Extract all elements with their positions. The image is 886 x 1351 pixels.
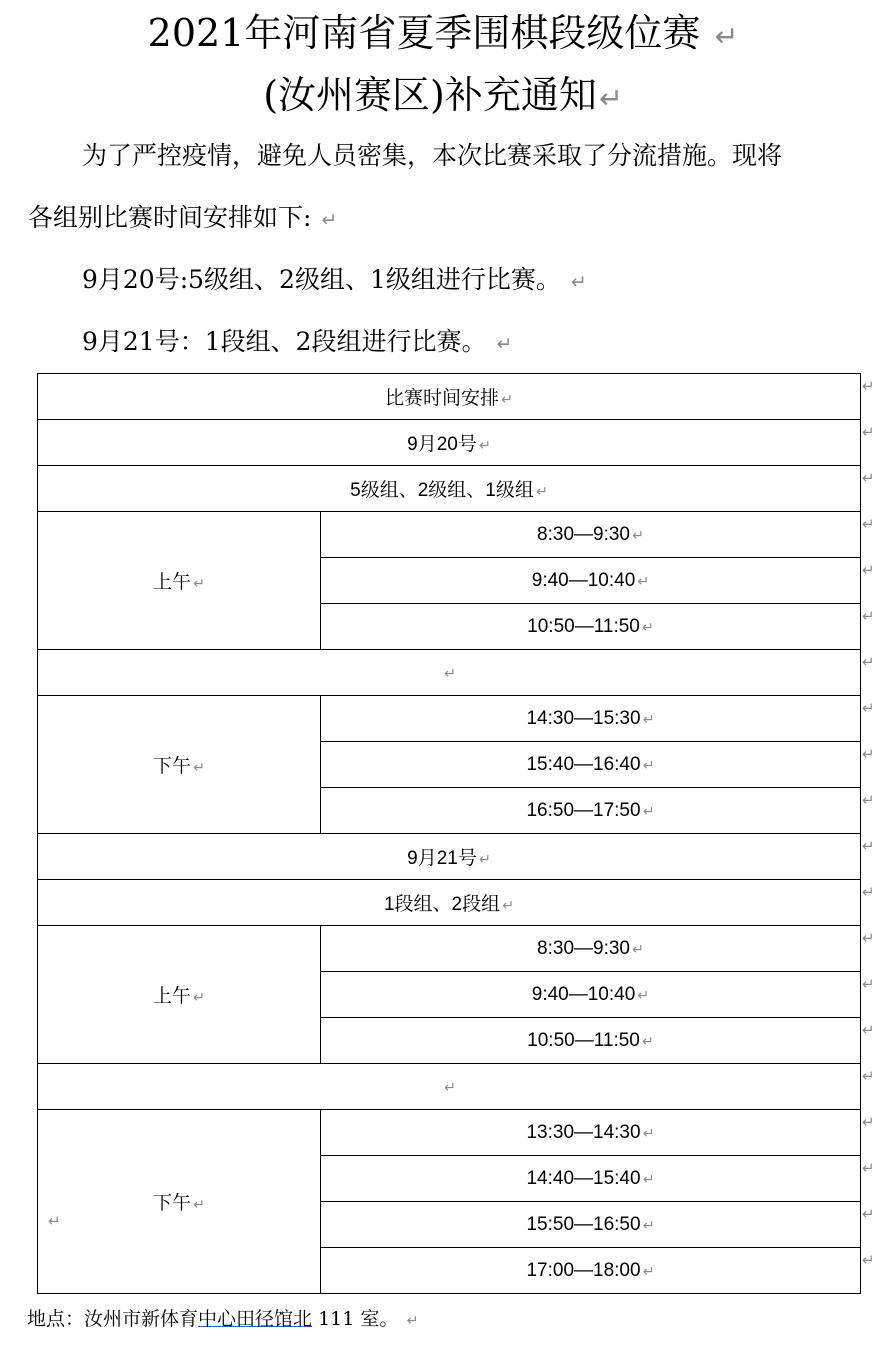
table-header-cell: 比赛时间安排 ↵: [38, 374, 861, 420]
cell-mark-icon: ↵: [632, 941, 644, 958]
cell-mark-icon: ↵: [444, 665, 456, 682]
period-label-cell: 上午 ↵: [38, 926, 321, 1064]
row-end-mark-icon: ↵: [862, 975, 875, 993]
time-slot-cell: 14:30—15:30 ↵: [321, 696, 861, 742]
table-row: [38, 374, 861, 420]
date-cell: 9月20号 ↵: [38, 420, 861, 466]
paragraph-text: 各组别比赛时间安排如下:: [28, 203, 312, 232]
row-end-mark-icon: ↵: [862, 745, 875, 763]
paragraph-text: 9月21号：1段组、2段组进行比赛。: [82, 327, 487, 356]
cell-mark-icon: ↵: [642, 1125, 655, 1142]
time-slot-cell: 8:30—9:30 ↵: [321, 512, 861, 558]
schedule-table: [37, 373, 861, 1294]
cell-mark-icon: ↵: [642, 1263, 655, 1280]
location-line: [27, 1306, 418, 1334]
cell-mark-icon: ↵: [637, 987, 650, 1004]
cell-mark-icon: ↵: [641, 1033, 654, 1050]
row-end-mark-icon: ↵: [862, 1159, 875, 1177]
row-end-mark-icon: ↵: [862, 929, 875, 947]
title-text-2: (汝州赛区)补充通知: [263, 73, 597, 117]
time-slot-cell: 10:50—11:50 ↵: [321, 1018, 861, 1064]
row-end-mark-icon: ↵: [862, 1205, 875, 1223]
cell-mark-icon: ↵: [641, 619, 654, 636]
document-title-line-2: [0, 72, 886, 122]
paragraph-mark-icon: ↵: [406, 1313, 419, 1329]
cell-mark-icon: ↵: [642, 803, 655, 820]
paragraph-mark-icon: ↵: [714, 20, 739, 53]
time-slot-cell: 17:00—18:00 ↵: [321, 1248, 861, 1294]
table-row: [38, 880, 861, 926]
row-end-mark-icon: ↵: [862, 515, 875, 533]
title-text-1: 2021年河南省夏季围棋段级位赛: [147, 11, 701, 55]
table-row: [38, 466, 861, 512]
cell-mark-icon: ↵: [502, 898, 515, 914]
document-title-line-1: [0, 10, 886, 60]
empty-cell: [38, 1064, 861, 1110]
time-slot-cell: 9:40—10:40 ↵: [321, 972, 861, 1018]
time-slot-cell: 16:50—17:50 ↵: [321, 788, 861, 834]
table-row: [38, 834, 861, 880]
cell-mark-icon: ↵: [637, 573, 650, 590]
row-end-mark-icon: ↵: [862, 699, 875, 717]
cell-mark-icon: ↵: [478, 438, 491, 454]
table-row: [38, 696, 861, 742]
paragraph-text: 为了严控疫情，避免人员密集，本次比赛采取了分流措施。现将: [82, 141, 783, 170]
table-row: [38, 512, 861, 558]
row-end-mark-icon: ↵: [862, 791, 875, 809]
cell-mark-icon: ↵: [535, 484, 548, 500]
location-suffix: 111 室。: [312, 1308, 399, 1330]
cell-mark-icon: ↵: [632, 527, 644, 544]
time-slot-cell: 15:40—16:40 ↵: [321, 742, 861, 788]
period-label-cell: 上午 ↵: [38, 512, 321, 650]
location-prefix: 地点：汝州市新体育: [27, 1308, 199, 1330]
day2-summary-paragraph: [82, 326, 512, 361]
time-slot-cell: 8:30—9:30 ↵: [321, 926, 861, 972]
paragraph-mark-icon: ↵: [598, 82, 623, 115]
cell-mark-icon: ↵: [501, 392, 513, 408]
row-end-mark-icon: ↵: [862, 837, 875, 855]
cell-mark-icon: ↵: [193, 576, 205, 592]
row-end-mark-icon: ↵: [862, 377, 875, 395]
row-end-mark-icon: ↵: [862, 1067, 875, 1085]
row-end-mark-icon: ↵: [862, 653, 875, 671]
time-slot-cell: 9:40—10:40 ↵: [321, 558, 861, 604]
row-end-mark-icon: ↵: [862, 469, 875, 487]
paragraph-mark-icon: ↵: [321, 210, 338, 231]
period-label-cell: 下午 ↵: [38, 696, 321, 834]
paragraph-text: 9月20号:5级组、2级组、1级组进行比赛。: [82, 265, 561, 294]
time-slot-cell: 13:30—14:30 ↵: [321, 1110, 861, 1156]
paragraph-mark-icon: ↵: [496, 334, 513, 355]
cell-mark-icon: ↵: [642, 1171, 655, 1188]
row-end-mark-icon: ↵: [862, 1021, 875, 1039]
date-cell: 9月21号 ↵: [38, 834, 861, 880]
cell-mark-icon: ↵: [193, 760, 205, 776]
cell-mark-icon: ↵: [642, 757, 655, 774]
groups-cell: 1段组、2段组 ↵: [38, 880, 861, 926]
cell-mark-icon: ↵: [193, 1197, 205, 1213]
paragraph-mark-icon: ↵: [570, 272, 587, 293]
time-slot-cell: 15:50—16:50 ↵: [321, 1202, 861, 1248]
groups-cell: 5级组、2级组、1级组 ↵: [38, 466, 861, 512]
row-end-mark-icon: ↵: [862, 561, 875, 579]
row-end-mark-icon: ↵: [862, 1113, 875, 1131]
table-row: [38, 1064, 861, 1110]
cell-mark-icon: ↵: [444, 1079, 456, 1096]
table-row: [38, 1110, 861, 1156]
cell-mark-icon: ↵: [478, 852, 491, 868]
intro-paragraph-line-1: [82, 140, 782, 172]
intro-paragraph-line-2: [28, 202, 337, 237]
period-label-cell: 下午 ↵: [38, 1110, 321, 1294]
day1-summary-paragraph: [82, 264, 587, 299]
location-underlined-text: 中心田径馆北: [198, 1308, 313, 1330]
cell-mark-icon: ↵: [642, 1217, 655, 1234]
row-end-mark-icon: ↵: [862, 1251, 875, 1269]
time-slot-cell: 14:40—15:40 ↵: [321, 1156, 861, 1202]
cell-mark-icon: ↵: [193, 990, 205, 1006]
time-slot-cell: 10:50—11:50 ↵: [321, 604, 861, 650]
cell-mark-icon: ↵: [642, 711, 655, 728]
row-end-mark-icon: ↵: [862, 423, 875, 441]
cell-mark-icon: ↵: [48, 1212, 61, 1230]
table-row: [38, 650, 861, 696]
row-end-mark-icon: ↵: [862, 607, 875, 625]
table-row: [38, 926, 861, 972]
empty-cell: [38, 650, 861, 696]
row-end-mark-icon: ↵: [862, 883, 875, 901]
table-row: [38, 420, 861, 466]
